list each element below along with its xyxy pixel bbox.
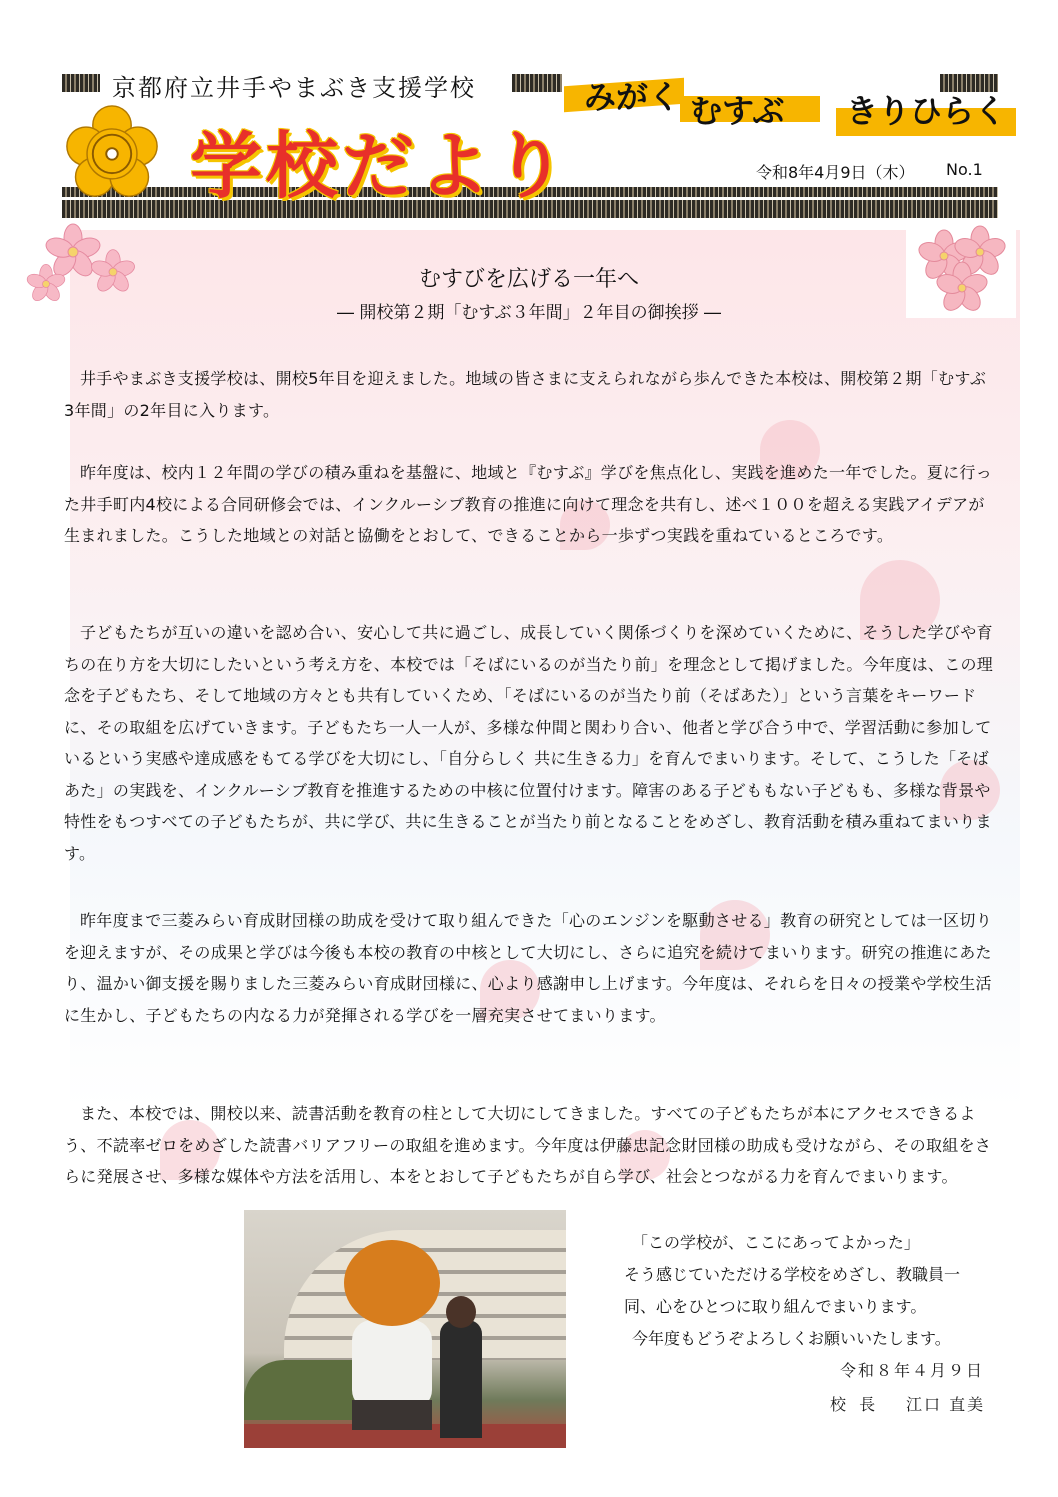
slogan-word: みがく: [584, 78, 681, 116]
school-badge-icon: [64, 104, 160, 200]
slogan-word: きりひらく: [846, 92, 1007, 130]
article-paragraph: 子どもたちが互いの違いを認め合い、安心して共に過ごし、成長していく関係づくりを深めていくために、そうした学びや育ちの在り方を大切にしたいという考え方を、本校では「そばにいるのが当たり前」を理念として掲げました。今年度は、この理念を子どもたち、そして地域の方々とも共有していくため、「そばにいるのが当たり前（そばあた）」という言葉をキーワードに、その取組を広げていきます。子どもたち一人一人が、多様な仲間と関わり合い、他者と学び合う中で、学習活動に参加しているという実感や達成感をもてる学びを大切にし、「自分らしく 共に生きる力」を育んでまいります。そして、こうした「そばあた」の実践を、インクルーシブ教育を推進するための中核に位置付けます。障害のある子どももない子どもも、多様な背景や特性をもつすべての子どもたちが、共に学び、共に生きることが当たり前となることをめざし、教育活動を積み重ねてまいります。: [64, 623, 994, 863]
plaid-border: [512, 74, 562, 92]
closing-line: 同、心をひとつに取り組んでまいります。: [624, 1297, 927, 1316]
closing-line: そう感じていただける学校をめざし、教職員一: [624, 1265, 961, 1284]
article-subtitle: ― 開校第２期「むすぶ３年間」２年目の御挨拶 ―: [337, 303, 721, 323]
issue-number: No.1: [946, 160, 983, 179]
article-paragraph: 井手やまぶき支援学校は、開校5年目を迎えました。地域の皆さまに支えられながら歩んできた本校は、開校第２期「むすぶ3年間」の2年目に入ります。: [64, 369, 987, 420]
closing-line: 「この学校が、ここにあってよかった」: [632, 1233, 920, 1252]
slogan-word: むすぶ: [690, 92, 785, 130]
photo-mascot-body: [352, 1320, 432, 1410]
signature-role: 校 長: [830, 1395, 880, 1414]
photo-mascot-skirt: [352, 1400, 432, 1430]
article-title: むすびを広げる一年へ: [418, 267, 639, 292]
plaid-border: [62, 74, 100, 92]
closing-line: 今年度もどうぞよろしくお願いいたします。: [632, 1329, 951, 1348]
signature-name: 江口 直美: [906, 1395, 986, 1414]
mascot-photo: [244, 1210, 566, 1448]
newsletter-title: 学校だより: [190, 124, 571, 208]
article-paragraph: また、本校では、開校以来、読書活動を教育の柱として大切にしてきました。すべての子どもたちが本にアクセスできるよう、不読率ゼロをめざした読書バリアフリーの取組を進めます。今年度は伊藤忠記念財団様の助成も受けながら、その取組をさらに発展させ、多様な媒体や方法を活用し、本をとおして子どもたちが自ら学び、社会とつながる力を育んでまいります。: [64, 1104, 992, 1186]
signature-date: 令和８年４月９日: [840, 1361, 985, 1380]
article-paragraph: 昨年度まで三菱みらい育成財団様の助成を受けて取り組んできた「心のエンジンを駆動させる」教育の研究としては一区切りを迎えますが、その成果と学びは今後も本校の教育の中核として大切にし、さらに追究を続けてまいります。研究の推進にあたり、温かい御支援を賜りました三菱みらい育成財団様に、心より感謝申し上げます。今年度は、それらを日々の授業や学校生活に生かし、子どもたちの内なる力が発揮される学びを一層充実させてまいります。: [64, 911, 993, 1025]
photo-mascot-head: [344, 1240, 440, 1326]
photo-person-head: [446, 1296, 476, 1328]
school-name: 京都府立井手やまぶき支援学校: [112, 74, 476, 102]
photo-person: [440, 1320, 482, 1438]
article-paragraph: 昨年度は、校内１２年間の学びの積み重ねを基盤に、地域と『むすぶ』学びを焦点化し、実践を進めた一年でした。夏に行った井手町内4校による合同研修会では、インクルーシブ教育の推進に向けて理念を共有し、述べ１００を超える実践アイデアが生まれました。こうした地域との対話と協働をとおして、できることから一歩ずつ実践を重ねているところです。: [64, 463, 993, 545]
issue-date: 令和8年4月9日（木）: [756, 163, 915, 182]
